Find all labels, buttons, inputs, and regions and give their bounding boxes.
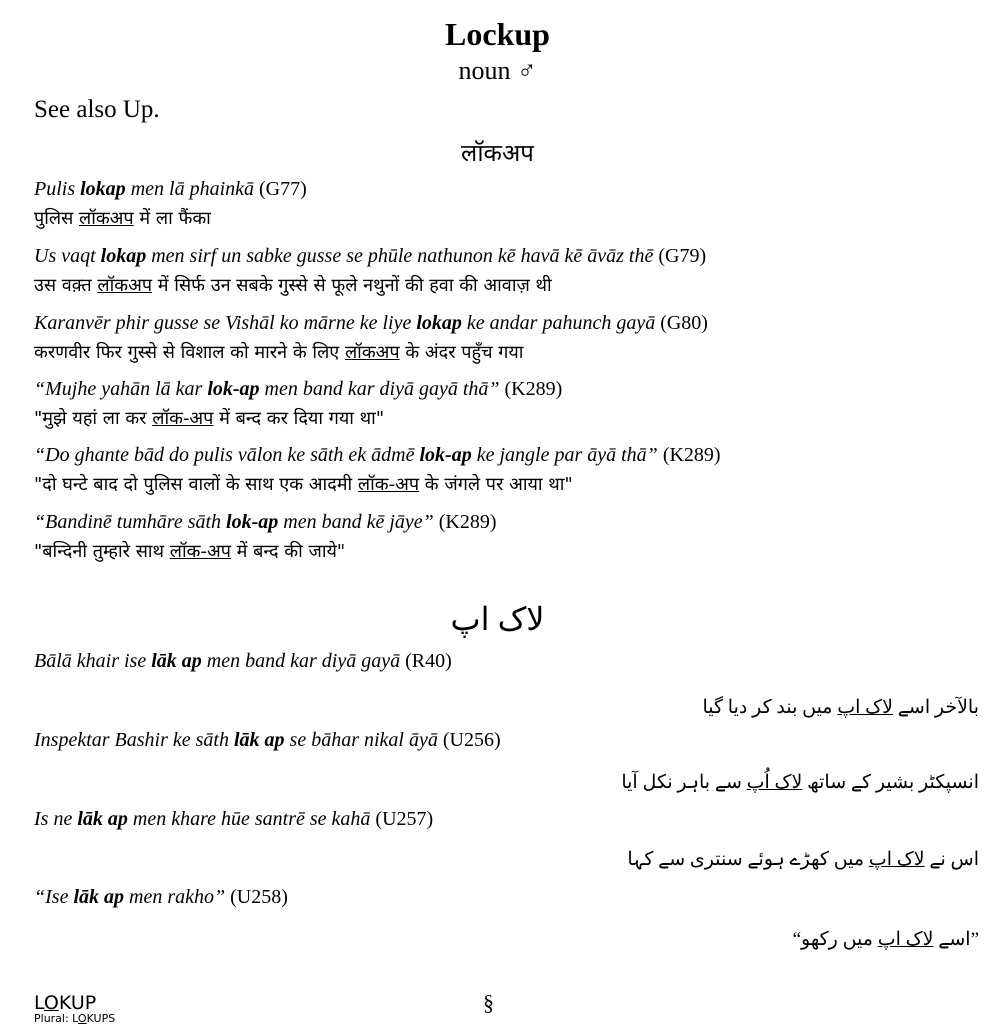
hindi-example-1-translit: Pulis lokap men lā phainkā (G77): [34, 178, 307, 200]
hindi-example-3-translit: Karanvēr phir gusse se Vishāl ko mārne ke liye lokap ke andar pahunch gayā (G80): [34, 312, 708, 334]
hindi-example-4-text: "मुझे यहां ला कर लॉक-अप में बन्द कर दिया गया था": [34, 408, 385, 429]
footer-word: LOKUP: [34, 992, 97, 1014]
entry-title: Lockup: [445, 16, 550, 52]
urdu-example-4-text: ”اسے لاک اپ میں رکھو“: [792, 929, 979, 950]
pos-label: noun: [458, 56, 511, 85]
urdu-example-1-translit: Bālā khair ise lāk ap men band kar diyā gayā (R40): [34, 650, 452, 672]
hindi-headword: लॉकअप: [461, 139, 534, 167]
hindi-example-2-text: उस वक़्त लॉकअप में सिर्फ उन सबके गुस्से से फूले नथुनों की हवा की आवाज़ थी: [34, 275, 552, 296]
section-mark: §: [483, 990, 494, 1015]
urdu-example-2-translit: Inspektar Bashir ke sāth lāk ap se bāhar nikal āyā (U256): [34, 729, 501, 751]
urdu-headword: لاک اپ: [450, 601, 545, 637]
hindi-example-5-text: "दो घन्टे बाद दो पुलिस वालों के साथ एक आदमी लॉक-अप के जंगले पर आया था": [34, 474, 573, 495]
hindi-example-1-text: पुलिस लॉकअप में ला फैंका: [34, 208, 211, 229]
hindi-example-3-text: करणवीर फिर गुस्से से विशाल को मारने के लिए लॉकअप के अंदर पहुँच गया: [34, 342, 524, 363]
urdu-example-2-text: انسپکٹر بشیر کے ساتھ لاک اُپ سے باہر نکل آیا: [621, 772, 979, 793]
male-gender-icon: ♂: [517, 56, 537, 85]
urdu-example-3-translit: Is ne lāk ap men khare hūe santrē se kahā (U257): [34, 808, 434, 830]
hindi-example-6-text: "बन्दिनी तुम्हारे साथ लॉक-अप में बन्द की जाये": [34, 541, 346, 562]
hindi-example-4-translit: “Mujhe yahān lā kar lok-ap men band kar diyā gayā thā” (K289): [34, 378, 563, 400]
hindi-example-2-translit: Us vaqt lokap men sirf un sabke gusse se phūle nathunon kē havā kē āvāz thē (G79): [34, 245, 707, 267]
hindi-example-6-translit: “Bandinē tumhāre sāth lok-ap men band kē jāye” (K289): [34, 511, 497, 533]
part-of-speech: [0, 56, 995, 86]
urdu-example-1-text: بالآخر اسے لاک اپ میں بند کر دیا گیا: [702, 697, 979, 718]
see-also: See also Up.: [34, 96, 160, 123]
hindi-example-5-translit: “Do ghante bād do pulis vālon ke sāth ek ādmē lok-ap ke jangle par āyā thā” (K289): [34, 444, 721, 466]
urdu-example-4-translit: “Ise lāk ap men rakho” (U258): [34, 886, 288, 908]
urdu-example-3-text: اس نے لاک اپ میں کھڑے ہوئے سنتری سے کہا: [627, 849, 979, 870]
footer-plural: Plural: LOKUPS: [34, 1012, 116, 1025]
